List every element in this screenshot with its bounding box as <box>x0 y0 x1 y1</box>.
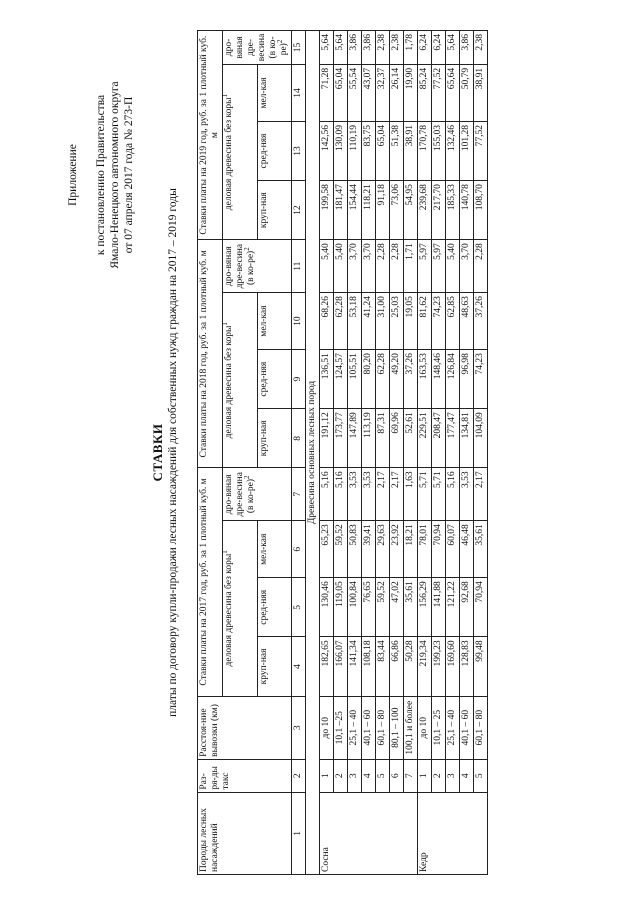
appendix-header <box>66 45 136 305</box>
rate-value: 156,29 <box>418 578 432 637</box>
rate-value: 5,97 <box>432 240 446 293</box>
header-firewood-2018: дро-вяная дре-весина (в ко-ре)$^2$ <box>223 240 292 293</box>
column-number: 7 <box>292 468 306 521</box>
column-number: 10 <box>292 293 306 350</box>
table-row <box>390 31 404 875</box>
rate-value: 3,53 <box>348 468 362 521</box>
header-small-2018: мел-кая <box>257 293 292 350</box>
rate-value: 147,89 <box>348 409 362 468</box>
rate-value: 1,78 <box>404 31 418 65</box>
rate-value: 177,47 <box>446 409 460 468</box>
header-species: Породы лесных насаждений <box>198 792 292 874</box>
rate-value: 26,14 <box>390 64 404 121</box>
distance-cell: 60,1 – 80 <box>376 696 390 759</box>
rate-value: 130,46 <box>320 578 334 637</box>
rank-cell: 1 <box>418 759 432 792</box>
rank-cell: 7 <box>404 759 418 792</box>
column-number: 4 <box>292 637 306 696</box>
rate-value: 55,54 <box>348 64 362 121</box>
table-row <box>474 31 488 875</box>
rate-value: 124,57 <box>334 350 348 409</box>
rate-value: 5,40 <box>334 240 348 293</box>
rate-value: 46,48 <box>460 521 474 578</box>
rate-value: 2,38 <box>474 31 488 65</box>
title-main: СТАВКИ <box>150 423 165 482</box>
table-row <box>446 31 460 875</box>
rate-value: 74,23 <box>474 350 488 409</box>
rate-value: 83,44 <box>376 637 390 696</box>
column-number: 9 <box>292 350 306 409</box>
distance-cell: 25,1 – 40 <box>446 696 460 759</box>
rate-value: 141,88 <box>432 578 446 637</box>
distance-cell: 80,1 – 100 <box>390 696 404 759</box>
column-number: 15 <box>292 31 306 65</box>
rate-value: 163,53 <box>418 350 432 409</box>
appendix-line: от 07 апреля 2017 года № 273-П <box>123 96 135 254</box>
rate-value: 48,63 <box>460 293 474 350</box>
rate-value: 80,20 <box>362 350 376 409</box>
rate-value: 5,64 <box>334 31 348 65</box>
table-row <box>418 31 432 875</box>
header-business-2018: деловая древесина без коры$^1$ <box>223 293 258 468</box>
document-title <box>150 60 180 845</box>
header-distance: Расстоя-ние вывозки (км) <box>198 696 292 759</box>
header-medium-2017: сред-няя <box>257 578 292 637</box>
rate-value: 141,34 <box>348 637 362 696</box>
rate-value: 3,86 <box>460 31 474 65</box>
rate-value: 50,79 <box>460 64 474 121</box>
rate-value: 2,17 <box>474 468 488 521</box>
column-number: 5 <box>292 578 306 637</box>
section-title: Древесина основных лесных пород <box>306 31 320 875</box>
rate-value: 5,16 <box>334 468 348 521</box>
rate-value: 136,51 <box>320 350 334 409</box>
rate-value: 38,91 <box>474 64 488 121</box>
rate-value: 37,26 <box>404 350 418 409</box>
rate-value: 132,46 <box>446 121 460 180</box>
rank-cell: 6 <box>390 759 404 792</box>
rate-value: 50,83 <box>348 521 362 578</box>
rate-value: 77,52 <box>432 64 446 121</box>
rank-cell: 3 <box>446 759 460 792</box>
header-business-2017: деловая древесина без коры$^1$ <box>223 521 258 696</box>
header-year-2017: Ставки платы на 2017 год, руб. за 1 плотный куб. м <box>198 468 223 696</box>
rate-value: 51,38 <box>390 121 404 180</box>
rate-value: 65,23 <box>320 521 334 578</box>
species-name: Сосна <box>320 792 418 874</box>
header-small-2017: мел-кая <box>257 521 292 578</box>
rate-value: 23,92 <box>390 521 404 578</box>
header-large-2018: круп-ная <box>257 409 292 468</box>
column-number-row <box>292 31 306 875</box>
rate-value: 2,28 <box>390 240 404 293</box>
rate-value: 2,17 <box>390 468 404 521</box>
rate-value: 25,03 <box>390 293 404 350</box>
rate-value: 148,46 <box>432 350 446 409</box>
rate-value: 3,86 <box>348 31 362 65</box>
rate-value: 77,52 <box>474 121 488 180</box>
rate-value: 68,26 <box>320 293 334 350</box>
rate-value: 2,38 <box>376 31 390 65</box>
rate-value: 199,23 <box>432 637 446 696</box>
rate-value: 5,16 <box>446 468 460 521</box>
rate-value: 19,90 <box>404 64 418 121</box>
rate-value: 85,24 <box>418 64 432 121</box>
rate-value: 6,24 <box>432 31 446 65</box>
rate-value: 29,63 <box>376 521 390 578</box>
rate-value: 5,64 <box>446 31 460 65</box>
rate-value: 155,03 <box>432 121 446 180</box>
rate-value: 54,95 <box>404 181 418 240</box>
distance-cell: 40,1 – 60 <box>460 696 474 759</box>
header-firewood-2017: дро-вяная дре-весина (в ко-ре)$^2$ <box>223 468 292 521</box>
rate-value: 31,00 <box>376 293 390 350</box>
rate-value: 60,07 <box>446 521 460 578</box>
rate-value: 71,28 <box>320 64 334 121</box>
rate-value: 70,94 <box>432 521 446 578</box>
header-medium-2018: сред-няя <box>257 350 292 409</box>
rate-value: 52,61 <box>404 409 418 468</box>
column-number: 3 <box>292 696 306 759</box>
distance-cell: 10,1 –25 <box>334 696 348 759</box>
rate-value: 185,33 <box>446 181 460 240</box>
rate-value: 2,17 <box>376 468 390 521</box>
rate-value: 110,19 <box>348 121 362 180</box>
rate-value: 70,94 <box>474 578 488 637</box>
column-number: 1 <box>292 792 306 874</box>
rank-cell: 5 <box>376 759 390 792</box>
rate-value: 32,37 <box>376 64 390 121</box>
rate-value: 83,75 <box>362 121 376 180</box>
rank-cell: 5 <box>474 759 488 792</box>
rate-value: 87,31 <box>376 409 390 468</box>
rate-value: 37,26 <box>474 293 488 350</box>
species-name: Кедр <box>418 792 488 874</box>
distance-cell: до 10 <box>320 696 334 759</box>
column-number: 6 <box>292 521 306 578</box>
header-large-2019: круп-ная <box>257 181 292 240</box>
rate-value: 105,51 <box>348 350 362 409</box>
rate-value: 3,70 <box>348 240 362 293</box>
rate-value: 18,21 <box>404 521 418 578</box>
rate-value: 5,40 <box>446 240 460 293</box>
rate-value: 3,70 <box>460 240 474 293</box>
header-business-2019: деловая древесина без коры$^1$ <box>223 64 258 239</box>
rate-value: 3,53 <box>460 468 474 521</box>
rate-value: 96,98 <box>460 350 474 409</box>
rate-value: 65,64 <box>446 64 460 121</box>
rate-value: 35,61 <box>474 521 488 578</box>
rate-value: 166,07 <box>334 637 348 696</box>
rate-value: 59,52 <box>334 521 348 578</box>
rate-value: 41,24 <box>362 293 376 350</box>
rates-table <box>197 30 488 875</box>
rate-value: 73,06 <box>390 181 404 240</box>
rate-value: 5,16 <box>320 468 334 521</box>
rate-value: 126,84 <box>446 350 460 409</box>
column-number: 12 <box>292 181 306 240</box>
rate-value: 1,63 <box>404 468 418 521</box>
table-row <box>404 31 418 875</box>
rate-value: 121,22 <box>446 578 460 637</box>
rank-cell: 4 <box>460 759 474 792</box>
table-row <box>320 31 334 875</box>
rate-value: 173,77 <box>334 409 348 468</box>
rank-cell: 2 <box>432 759 446 792</box>
distance-cell: 60,1 – 80 <box>474 696 488 759</box>
rank-cell: 1 <box>320 759 334 792</box>
appendix-title: Приложение <box>67 144 79 206</box>
rate-value: 78,01 <box>418 521 432 578</box>
header-rank: Раз-ря-ды такс <box>198 759 292 792</box>
rate-value: 181,47 <box>334 181 348 240</box>
rate-value: 69,96 <box>390 409 404 468</box>
column-number: 2 <box>292 759 306 792</box>
rate-value: 217,70 <box>432 181 446 240</box>
table-row <box>376 31 390 875</box>
rate-value: 130,09 <box>334 121 348 180</box>
rate-value: 239,68 <box>418 181 432 240</box>
table-row <box>460 31 474 875</box>
rate-value: 128,83 <box>460 637 474 696</box>
rate-value: 118,21 <box>362 181 376 240</box>
rate-value: 5,64 <box>320 31 334 65</box>
rate-value: 19,05 <box>404 293 418 350</box>
table-row <box>432 31 446 875</box>
appendix-line: к постановлению Правительства <box>95 94 107 256</box>
rank-cell: 4 <box>362 759 376 792</box>
column-number: 14 <box>292 64 306 121</box>
header-year-2019: Ставки платы на 2019 год, руб. за 1 плотный куб. м <box>198 31 223 240</box>
distance-cell: до 10 <box>418 696 432 759</box>
rate-value: 47,02 <box>390 578 404 637</box>
rate-value: 3,70 <box>362 240 376 293</box>
rate-value: 65,04 <box>334 64 348 121</box>
distance-cell: 10,1 – 25 <box>432 696 446 759</box>
rate-value: 62,28 <box>334 293 348 350</box>
rate-value: 50,28 <box>404 637 418 696</box>
rate-value: 99,48 <box>474 637 488 696</box>
rate-value: 62,85 <box>446 293 460 350</box>
column-number: 8 <box>292 409 306 468</box>
rate-value: 2,28 <box>474 240 488 293</box>
rate-value: 108,18 <box>362 637 376 696</box>
header-large-2017: круп-ная <box>257 637 292 696</box>
table-row <box>334 31 348 875</box>
rank-cell: 3 <box>348 759 362 792</box>
column-number: 13 <box>292 121 306 180</box>
rate-value: 6,24 <box>418 31 432 65</box>
rate-value: 3,53 <box>362 468 376 521</box>
header-firewood-2019: дро-вяная дре-весина (в ко-ре)$^2$ <box>223 31 292 65</box>
rate-value: 104,09 <box>474 409 488 468</box>
rate-value: 35,61 <box>404 578 418 637</box>
rate-value: 53,18 <box>348 293 362 350</box>
title-subtitle: платы по договору купли-продажи лесных насаждений для собственных нужд граждан на 2017 – 2019 годы <box>167 188 179 717</box>
rate-value: 49,20 <box>390 350 404 409</box>
rate-value: 1,71 <box>404 240 418 293</box>
rate-value: 3,86 <box>362 31 376 65</box>
header-medium-2019: сред-няя <box>257 121 292 180</box>
distance-cell: 25,1 – 40 <box>348 696 362 759</box>
rank-cell: 2 <box>334 759 348 792</box>
rate-value: 62,28 <box>376 350 390 409</box>
rate-value: 5,97 <box>418 240 432 293</box>
rate-value: 92,68 <box>460 578 474 637</box>
table-row <box>348 31 362 875</box>
rate-value: 43,07 <box>362 64 376 121</box>
rate-value: 66,86 <box>390 637 404 696</box>
rate-value: 2,38 <box>390 31 404 65</box>
distance-cell: 40,1 – 60 <box>362 696 376 759</box>
appendix-line: Ямало-Ненецкого автономного округа <box>109 81 121 269</box>
rate-value: 134,81 <box>460 409 474 468</box>
rate-value: 65,04 <box>376 121 390 180</box>
rate-value: 2,28 <box>376 240 390 293</box>
rate-value: 182,65 <box>320 637 334 696</box>
rate-value: 5,71 <box>418 468 432 521</box>
rate-value: 113,19 <box>362 409 376 468</box>
rate-value: 142,56 <box>320 121 334 180</box>
rate-value: 39,41 <box>362 521 376 578</box>
rate-value: 38,91 <box>404 121 418 180</box>
rate-value: 229,51 <box>418 409 432 468</box>
rate-value: 191,12 <box>320 409 334 468</box>
rate-value: 219,34 <box>418 637 432 696</box>
rate-value: 170,78 <box>418 121 432 180</box>
rate-value: 208,47 <box>432 409 446 468</box>
header-year-2018: Ставки платы на 2018 год, руб. за 1 плотный куб. м <box>198 240 223 468</box>
rate-value: 101,28 <box>460 121 474 180</box>
rate-value: 76,65 <box>362 578 376 637</box>
rate-value: 100,84 <box>348 578 362 637</box>
rate-value: 108,70 <box>474 181 488 240</box>
rate-value: 5,40 <box>320 240 334 293</box>
rate-value: 199,58 <box>320 181 334 240</box>
rate-value: 81,62 <box>418 293 432 350</box>
rate-value: 59,52 <box>376 578 390 637</box>
header-small-2019: мел-кая <box>257 64 292 121</box>
rate-value: 140,78 <box>460 181 474 240</box>
column-number: 11 <box>292 240 306 293</box>
rate-value: 119,05 <box>334 578 348 637</box>
rate-value: 169,60 <box>446 637 460 696</box>
distance-cell: 100,1 и более <box>404 696 418 759</box>
rate-value: 154,44 <box>348 181 362 240</box>
section-row <box>306 31 320 875</box>
rate-value: 5,71 <box>432 468 446 521</box>
rate-value: 91,18 <box>376 181 390 240</box>
rate-value: 74,23 <box>432 293 446 350</box>
table-row <box>362 31 376 875</box>
